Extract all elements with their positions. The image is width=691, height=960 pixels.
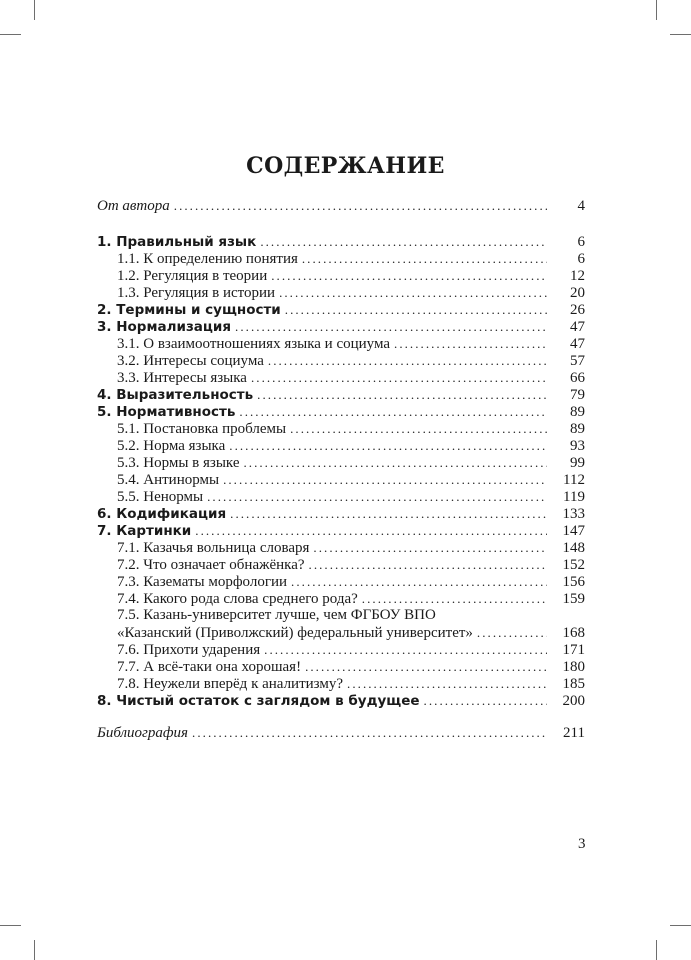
- toc-subsection[interactable]: [97, 624, 585, 641]
- toc-entry-page: 66: [570, 370, 585, 386]
- toc-entry-label: 7.7. А всё-таки она хорошая!: [117, 659, 302, 675]
- dot-leader: [223, 471, 547, 488]
- toc-entry-page: 57: [570, 353, 585, 369]
- toc-entry-label: 7.2. Что означает обнажёнка?: [117, 557, 305, 573]
- toc-subsection[interactable]: [97, 573, 585, 590]
- toc-subsection[interactable]: [97, 471, 585, 488]
- toc-chapter[interactable]: [97, 522, 585, 539]
- dot-leader: [394, 335, 547, 352]
- toc-bibliography: [97, 724, 585, 741]
- toc-entry-page: 20: [570, 285, 585, 301]
- toc-entry-label: 5.5. Ненормы: [117, 489, 204, 505]
- toc-entry-page: 200: [562, 693, 585, 709]
- crop-mark: [670, 925, 691, 926]
- toc-entry-page: 47: [570, 319, 585, 335]
- toc-entry-page: 26: [570, 302, 585, 318]
- toc-entry-page: 6: [577, 234, 585, 250]
- dot-leader: [243, 454, 547, 471]
- toc-entry-page: 112: [563, 472, 585, 488]
- dot-leader: [195, 522, 547, 539]
- dot-leader: [362, 590, 547, 607]
- dot-leader: [207, 488, 547, 505]
- toc-entry-label: 1. Правильный язык: [97, 234, 257, 250]
- toc-entry-page: 99: [570, 455, 585, 471]
- toc-entry-label: 2. Термины и сущности: [97, 302, 281, 318]
- dot-leader: [174, 197, 547, 214]
- dot-leader: [264, 641, 547, 658]
- toc-entry-label: 7.8. Неужели вперёд к аналитизму?: [117, 676, 344, 692]
- toc-entry-label: От автора: [97, 198, 170, 214]
- toc-subsection[interactable]: [97, 250, 585, 267]
- toc-subsection[interactable]: [97, 335, 585, 352]
- toc-entry-page: 47: [570, 336, 585, 352]
- toc-chapter[interactable]: [97, 386, 585, 403]
- dot-leader: [251, 369, 547, 386]
- toc-entry-page: 6: [577, 251, 585, 267]
- toc-entry-page: 12: [570, 268, 585, 284]
- toc-subsection[interactable]: [97, 437, 585, 454]
- toc-entry-label: 1.2. Регуляция в теории: [117, 268, 268, 284]
- toc-entry-label: 1.3. Регуляция в истории: [117, 285, 276, 301]
- toc-entry-page: 148: [562, 540, 585, 556]
- toc-entry-label: 5.3. Нормы в языке: [117, 455, 240, 471]
- toc-entry-label: 5. Нормативность: [97, 404, 236, 420]
- page-title: СОДЕРЖАНИЕ: [246, 153, 445, 179]
- dot-leader: [347, 675, 547, 692]
- toc-entry-label: 7.1. Казачья вольница словаря: [117, 540, 310, 556]
- dot-leader: [290, 420, 547, 437]
- page-number: 3: [578, 836, 586, 852]
- toc-entry-page: 89: [570, 421, 585, 437]
- crop-mark: [670, 34, 691, 35]
- toc-subsection[interactable]: [97, 675, 585, 692]
- dot-leader: [477, 624, 547, 641]
- toc-chapter[interactable]: [97, 233, 585, 250]
- toc-subsection[interactable]: [97, 488, 585, 505]
- dot-leader: [239, 403, 547, 420]
- toc-list: [97, 233, 585, 709]
- toc-entry-page: 168: [562, 625, 585, 641]
- toc-entry-page: 4: [577, 198, 585, 214]
- toc-subsection[interactable]: [97, 590, 585, 607]
- toc-subsection[interactable]: [97, 607, 585, 624]
- toc-subsection[interactable]: [97, 420, 585, 437]
- toc-subsection[interactable]: [97, 556, 585, 573]
- dot-leader: [192, 724, 547, 741]
- toc-entry-label: 5.1. Постановка проблемы: [117, 421, 287, 437]
- toc-entry-label: 3. Нормализация: [97, 319, 232, 335]
- dot-leader: [257, 386, 547, 403]
- toc-chapter[interactable]: [97, 301, 585, 318]
- toc-entry-label: 7.3. Казематы морфологии: [117, 574, 288, 590]
- toc-entry-label: 5.4. Антинормы: [117, 472, 220, 488]
- toc-entry[interactable]: [97, 197, 585, 214]
- toc-chapter[interactable]: [97, 505, 585, 522]
- toc-entry-page: 79: [570, 387, 585, 403]
- toc-entry-label: 4. Выразительность: [97, 387, 254, 403]
- toc-entry-page: 119: [563, 489, 585, 505]
- toc-entry-label: «Казанский (Приволжский) федеральный университет»: [117, 625, 473, 641]
- dot-leader: [424, 692, 547, 709]
- dot-leader: [260, 233, 547, 250]
- toc-entry-label: 7.4. Какого рода слова среднего рода?: [117, 591, 358, 607]
- toc-subsection[interactable]: [97, 539, 585, 556]
- dot-leader: [235, 318, 547, 335]
- toc-entry-page: 159: [562, 591, 585, 607]
- toc-subsection[interactable]: [97, 267, 585, 284]
- crop-mark: [0, 34, 21, 35]
- toc-entry-page: 171: [562, 642, 585, 658]
- toc-entry-label: 3.2. Интересы социума: [117, 353, 264, 369]
- crop-mark: [0, 925, 21, 926]
- toc-entry-label: 5.2. Норма языка: [117, 438, 226, 454]
- toc-entry-label: 3.1. О взаимоотношениях языка и социума: [117, 336, 391, 352]
- toc-entry-page: 147: [562, 523, 585, 539]
- toc-subsection[interactable]: [97, 352, 585, 369]
- crop-mark: [656, 0, 657, 20]
- toc-entry-label: 7.6. Прихоти ударения: [117, 642, 261, 658]
- toc-entry-page: 152: [562, 557, 585, 573]
- dot-leader: [302, 250, 547, 267]
- dot-leader: [313, 539, 547, 556]
- dot-leader: [230, 505, 547, 522]
- toc-intro: [97, 197, 585, 214]
- toc-entry[interactable]: [97, 724, 585, 741]
- toc-chapter[interactable]: [97, 318, 585, 335]
- dot-leader: [229, 437, 547, 454]
- toc-entry-label: 6. Кодификация: [97, 506, 227, 522]
- toc-entry-page: 180: [562, 659, 585, 675]
- dot-leader: [285, 301, 547, 318]
- toc-entry-label: 7. Картинки: [97, 523, 192, 539]
- crop-mark: [656, 940, 657, 960]
- toc-subsection[interactable]: [97, 658, 585, 675]
- toc-entry-page: 185: [562, 676, 585, 692]
- toc-subsection[interactable]: [97, 284, 585, 301]
- toc-entry-page: 93: [570, 438, 585, 454]
- toc-entry-page: 133: [562, 506, 585, 522]
- toc-entry-label: 8. Чистый остаток с заглядом в будущее: [97, 693, 420, 709]
- dot-leader: [279, 284, 547, 301]
- toc-entry-label: 3.3. Интересы языка: [117, 370, 247, 386]
- toc-entry-label: Библиография: [97, 725, 189, 741]
- dot-leader: [305, 658, 547, 675]
- crop-mark: [34, 0, 35, 20]
- toc-chapter[interactable]: [97, 403, 585, 420]
- toc-entry-page: 156: [562, 574, 585, 590]
- toc-entry-page: 211: [563, 725, 585, 741]
- toc-subsection[interactable]: [97, 369, 585, 386]
- toc-entry-label: 7.5. Казань-университет лучше, чем ФГБОУ ВПО: [117, 607, 436, 623]
- toc-subsection[interactable]: [97, 641, 585, 658]
- dot-leader: [271, 267, 547, 284]
- toc-subsection[interactable]: [97, 454, 585, 471]
- dot-leader: [309, 556, 547, 573]
- dot-leader: [268, 352, 547, 369]
- dot-leader: [291, 573, 547, 590]
- toc-entry-page: 89: [570, 404, 585, 420]
- crop-mark: [34, 940, 35, 960]
- toc-chapter[interactable]: [97, 692, 585, 709]
- toc-entry-label: 1.1. К определению понятия: [117, 251, 298, 267]
